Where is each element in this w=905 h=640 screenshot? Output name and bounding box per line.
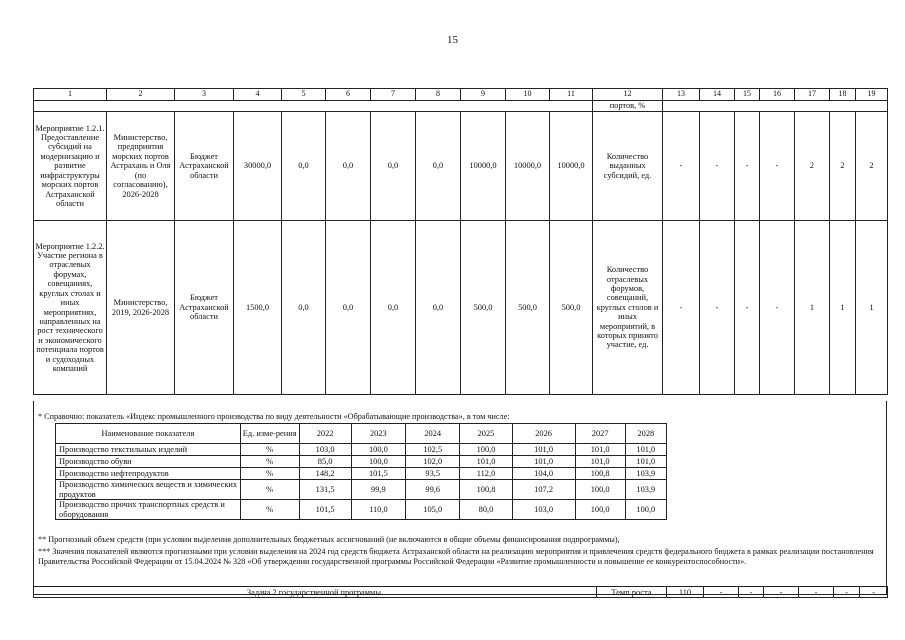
- value-2027: 10000,0: [506, 112, 550, 221]
- header-cell: 2028: [625, 424, 666, 444]
- header-cell: 2022: [299, 424, 351, 444]
- footnote-double-star: ** Прогнозный объем средств (при условии выделения дополнительных бюджетных ассигнований (не включаются в общие объемы финансирования подпрограммы),: [38, 535, 620, 544]
- header-cell: 2027: [575, 424, 625, 444]
- activity-indicator: Количество выданных субсидий, ед.: [593, 112, 663, 221]
- footnote-triple-star: *** Значения показателей являются прогнозными при условии выделения на 2024 год средств бюджета Астраханской области на реализацию мероприятия и привлечения средств федерального бюджета в рамках реализации постановления Правительства Российской Федерации от 15.04.2024 № 328 «Об утверждении государственной программы Российской Федерации «Развитие промышленности и повышение ее конкурентоспособности».: [38, 547, 874, 566]
- indicator-value: 1: [830, 221, 856, 395]
- activity-source: Бюджет Астраханской области: [175, 112, 234, 221]
- header-cell: 2023: [351, 424, 405, 444]
- header-cell: 2024: [406, 424, 460, 444]
- activity-indicator: Количество отраслевых форумов, совещаний, круглых столов и иных мероприятий, в которых принято участие, ед.: [593, 221, 663, 395]
- value-2024: 0,0: [371, 112, 416, 221]
- col-number: 15: [735, 89, 760, 101]
- activity-name: Мероприятие 1.2.2. Участие региона в отраслевых форумах, совещаниях, круглых столах и иных мероприятиях, направленных на рост технического и экономического потенциала портов и судоходных компаний: [34, 221, 107, 395]
- col-number: 11: [550, 89, 593, 101]
- indicator-value: -: [760, 221, 795, 395]
- table-row: Производство химических веществ и химических продуктов % 131,5 99,9 99,6 100,8 107,2 100,0 103,9: [56, 480, 667, 500]
- header-cell: Наименование показателя: [56, 424, 241, 444]
- continued-row: [34, 101, 888, 112]
- task-row: Задача 2 государственной программы. Темп роста 110 - - - - - -: [34, 587, 888, 598]
- col-number: 10: [506, 89, 550, 101]
- activity-name: Мероприятие 1.2.1. Предоставление субсидий на модернизацию и развитие инфраструктуры морских портов Астраханской области: [34, 112, 107, 221]
- col-number: 3: [175, 89, 234, 101]
- col-number: 13: [663, 89, 700, 101]
- indicator-value: -: [663, 112, 700, 221]
- col-number: 19: [856, 89, 888, 101]
- col-number: 6: [326, 89, 371, 101]
- indicator-value: 2: [830, 112, 856, 221]
- indicator-value: -: [663, 221, 700, 395]
- task-title: Задача 2 государственной программы.: [34, 587, 597, 598]
- indicator-value: 2: [856, 112, 888, 221]
- growth-rate-label: Темп роста: [597, 587, 667, 598]
- indicator-value: 2: [795, 112, 830, 221]
- col-number: 16: [760, 89, 795, 101]
- value-2022: 0,0: [282, 112, 326, 221]
- col-number: 14: [700, 89, 735, 101]
- col-number: 18: [830, 89, 856, 101]
- indicator-value: -: [735, 221, 760, 395]
- indicator-value: -: [700, 112, 735, 221]
- value-2022: 0,0: [282, 221, 326, 395]
- table-row: Производство обуви % 85,0 100,0 102,0 101,0 101,0 101,0 101,0: [56, 456, 667, 468]
- value-2027: 500,0: [506, 221, 550, 395]
- col-number: 1: [34, 89, 107, 101]
- task-row-table: [33, 586, 888, 598]
- value-2028: 500,0: [550, 221, 593, 395]
- table-row: Производство нефтепродуктов % 148,2 101,5 93,5 112,0 104,0 100,8 103,9: [56, 468, 667, 480]
- table-row: Производство текстильных изделий % 103,0 100,0 102,5 100,0 101,0 101,0 101,0: [56, 444, 667, 456]
- col-number: 4: [234, 89, 282, 101]
- indicator-value: -: [760, 112, 795, 221]
- value-2028: 10000,0: [550, 112, 593, 221]
- indicator-value: -: [735, 112, 760, 221]
- indicator-value: 1: [795, 221, 830, 395]
- reference-header-row: [56, 424, 667, 444]
- activity-total: 30000,0: [234, 112, 282, 221]
- col-number: 12: [593, 89, 663, 101]
- activities-table: [33, 88, 888, 395]
- value-2025: 0,0: [416, 112, 461, 221]
- column-number-row: [34, 89, 888, 101]
- header-cell: 2026: [512, 424, 575, 444]
- activity-executor: Министерство, 2019, 2026-2028: [107, 221, 175, 395]
- value-2025: 0,0: [416, 221, 461, 395]
- table-row: Производство прочих транспортных средств и оборудования % 101,5 110,0 105,0 80,0 103,0 100,0 100,0: [56, 500, 667, 520]
- col-number: 9: [461, 89, 506, 101]
- col-number: 2: [107, 89, 175, 101]
- activity-row: [34, 112, 888, 221]
- value-2023: 0,0: [326, 221, 371, 395]
- activity-executor: Министерство, предприятия морских портов Астрахань и Оля (по согласованию), 2026-2028: [107, 112, 175, 221]
- header-cell: 2025: [460, 424, 512, 444]
- indicator-value: -: [700, 221, 735, 395]
- page-number: 15: [447, 34, 458, 46]
- value-2026: 500,0: [461, 221, 506, 395]
- growth-rate-value: 110: [667, 587, 704, 598]
- reference-table: [55, 423, 667, 520]
- activity-total: 1500,0: [234, 221, 282, 395]
- value-2023: 0,0: [326, 112, 371, 221]
- value-2026: 10000,0: [461, 112, 506, 221]
- indicator-value: 1: [856, 221, 888, 395]
- activity-row: [34, 221, 888, 395]
- value-2024: 0,0: [371, 221, 416, 395]
- activity-source: Бюджет Астраханской области: [175, 221, 234, 395]
- col-number: 7: [371, 89, 416, 101]
- col-number: 5: [282, 89, 326, 101]
- header-cell: Ед. изме-рения: [240, 424, 299, 444]
- reference-note: * Справочно: показатель «Индекс промышленного производства по виду деятельности «Обрабатывающие производства», в том числе:: [38, 412, 510, 421]
- col-number: 8: [416, 89, 461, 101]
- continued-indicator-cell: портов, %: [593, 101, 663, 112]
- col-number: 17: [795, 89, 830, 101]
